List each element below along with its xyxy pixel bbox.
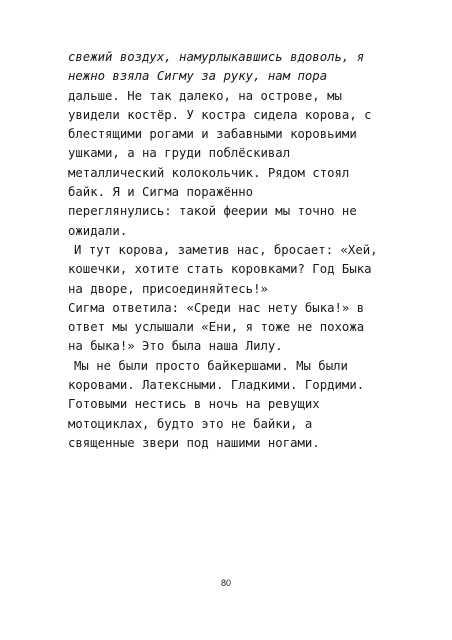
text-line: И тут корова, заметив нас, бросает: «Хей,	[74, 242, 378, 257]
text-line: кошечки, хотите стать коровками? Год Быка	[68, 262, 372, 277]
text-line: байк. Я и Сигма поражённо	[68, 185, 254, 200]
text-line: ушками, а на груди поблёскивал	[68, 146, 291, 161]
text-line: увидели костёр. У костра сидела корова, с	[68, 107, 372, 122]
text-line: блестящими рогами и забавными коровьими	[68, 127, 357, 142]
body-text	[68, 48, 388, 453]
text-line: нежно взяла Сигму за руку, нам пора	[68, 69, 328, 84]
text-line: священные звери под нашими ногами.	[68, 435, 320, 450]
text-line: на дворе, присоединяйтесь!»	[68, 281, 268, 296]
text-line: дальше. Не так далеко, на острове, мы	[68, 88, 342, 103]
text-line: переглянулись: такой феерии мы точно не	[68, 204, 357, 219]
text-line: ответ мы услышали «Ени, я тоже не похожа	[68, 320, 365, 335]
text-line: металлический колокольчик. Рядом стоял	[68, 165, 350, 180]
page-number: 80	[220, 578, 231, 588]
text-line: коровами. Латексными. Гладкими. Гордими.	[68, 378, 365, 393]
text-line: свежий воздух, намурлыкавшись вдоволь, я	[68, 50, 365, 64]
text-line: Сигма ответила: «Среди нас нету быка!» в	[68, 300, 365, 315]
text-line: Готовыми нестись в ночь на ревущих	[68, 397, 320, 412]
text-line: Мы не были просто байкершами. Мы были	[74, 358, 348, 373]
text-line: мотоциклах, будто это не байки, а	[68, 416, 313, 431]
text-line: ожидали.	[68, 223, 128, 238]
text-line: на быка!» Это была наша Лилу.	[68, 339, 283, 354]
